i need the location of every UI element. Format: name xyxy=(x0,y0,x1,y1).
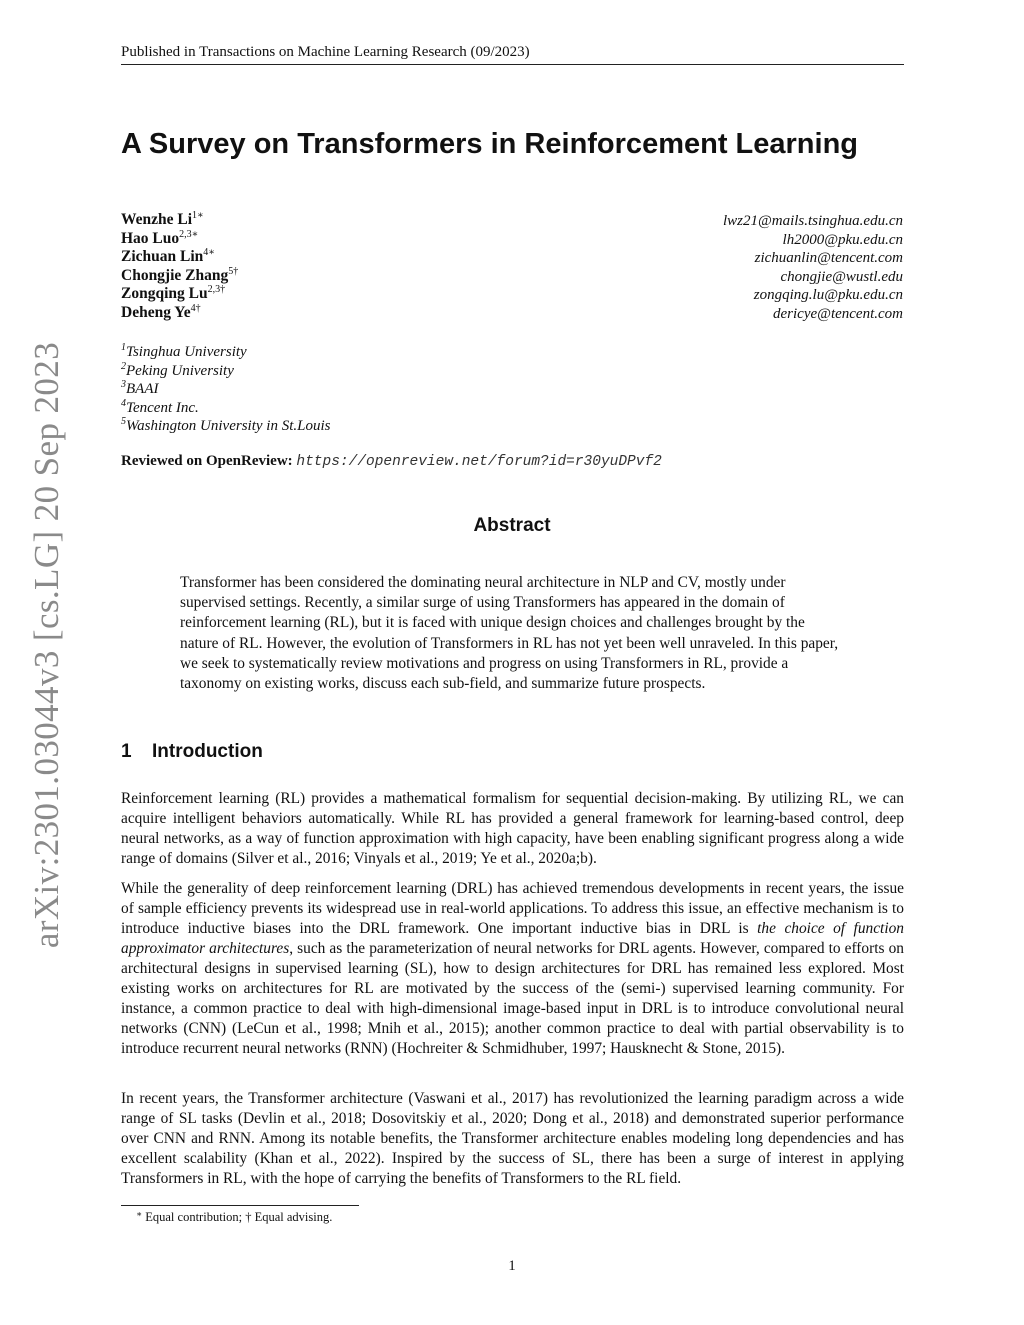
author-name: Chongjie Zhang$^{5\dagger}$ xyxy=(121,265,239,284)
author-affil-mark: 4† xyxy=(190,302,201,314)
paper-title: A Survey on Transformers in Reinforcement Learning xyxy=(121,128,858,160)
abstract-text: Transformer has been considered the dominating neural architecture in NLP and CV, mostly under supervised settings. Recently, a similar surge of using Transformers has appeared in the domain of reinforcement learning (RL), but it is faced with unique design choices and challenges brought by the nature of RL. However, the evolution of Transformers in RL has not yet been well unraveled. In this paper, we seek to systematically review motivations and progress on using Transformers in RL, provide a taxonomy on existing works, discuss each sub-field, and summarize future prospects. xyxy=(180,574,839,693)
affiliation-number: 4 xyxy=(121,397,126,409)
affiliation: $^3$BAAI xyxy=(121,379,159,397)
affiliation-number: 2 xyxy=(121,360,126,372)
author-email[interactable]: lh2000@pku.edu.cn xyxy=(782,231,903,248)
intro-paragraph-3: In recent years, the Transformer architecture (Vaswani et al., 2017) has revolutionized the learning paradigm across a wide range of SL tasks (Devlin et al., 2018; Dosovitskiy et al., 2020; Dong et al., 2018) and demonstrated superior performance over CNN and RNN. Among its notable benefits, the Transformer architecture enables modeling long dependencies and has excellent scalability (Khan et al., 2022). Inspired by the success of SL, there has been a surge of interest in applying Transformers in RL, with the hope of carrying the benefits of Transformers to the RL field. xyxy=(121,1090,904,1187)
openreview-link[interactable]: https://openreview.net/forum?id=r30yuDPvf2 xyxy=(296,454,662,470)
author-email[interactable]: zichuanlin@tencent.com xyxy=(754,250,903,266)
affiliation-list xyxy=(121,343,330,436)
emphasis-text: the choice of function approximator architectures xyxy=(121,920,904,957)
author-email[interactable]: zongqing.lu@pku.edu.cn xyxy=(753,287,903,303)
author-affil-mark: 4∗ xyxy=(203,247,216,258)
arxiv-stamp: arXiv:2301.03044v3 [cs.LG] 20 Sep 2023 xyxy=(27,341,66,949)
author-name: Zichuan Lin$^{4∗}$ xyxy=(121,247,216,265)
intro-paragraph-1: Reinforcement learning (RL) provides a mathematical formalism for sequential decision-making. By utilizing RL, we can acquire intelligent behaviors automatically. While RL has provided a general framework for learning-based control, deep neural networks, as a way of function approximation with high capacity, have been enabling significant progress along a wide range of domains (Silver et al., 2016; Vinyals et al., 2019; Ye et al., 2020a;b). xyxy=(121,790,904,867)
footnote-mark: ∗ xyxy=(136,1209,143,1219)
affiliation: $^2$Peking University xyxy=(121,360,234,379)
section-title: Introduction xyxy=(152,741,263,762)
author-name: Hao Luo$^{2,3∗}$ xyxy=(121,228,199,247)
affiliation-number: 1 xyxy=(121,342,126,353)
affiliation: $^5$Washington University in St.Louis xyxy=(121,416,331,434)
author-name: Wenzhe $Li^{1∗}$ xyxy=(121,210,204,228)
abstract-heading: Abstract xyxy=(473,515,551,536)
review-label: Reviewed on OpenReview: xyxy=(121,453,293,469)
author-affil-mark: 1∗ xyxy=(192,210,204,221)
page-number: 1 xyxy=(508,1258,516,1274)
review-line xyxy=(121,453,662,470)
author-email[interactable]: chongjie@wustl.edu xyxy=(780,268,903,285)
affiliation-number: 3 xyxy=(121,379,126,390)
intro-paragraph-2: While the generality of deep reinforcement learning (DRL) has achieved tremendous developments in recent years, the issue of sample efficiency prevents its widespread use in real-world applications. To address this issue, an effective mechanism is to introduce inductive biases into the DRL framework. One important inductive bias in DRL is the choice of function approximator architectures, such as the parameterization of neural networks for DRL agents. However, compared to efforts on architectural designs in supervised learning (SL), how to design architectures for DRL has remained less explored. Most existing works on architectures for RL are motivated by the success of the (semi-) supervised learning community. For instance, a common practice to deal with high-dimensional image-based input in DRL is to introduce convolutional neural networks (CNN) (LeCun et al., 1998; Mnih et al., 2015); another common practice to deal with partial observability is to introduce recurrent neural networks (RNN) (Hochreiter & Schmidhuber, 1997; Hausknecht & Stone, 2015). xyxy=(121,880,904,1057)
section-number: 1 xyxy=(121,741,132,762)
author-name: Zongqing $Lu^{2,3\dagger}$ xyxy=(121,284,226,302)
footnote: ∗ Equal contribution; † Equal advising. xyxy=(136,1209,333,1224)
email-list xyxy=(723,212,903,323)
author-name: Deheng $Ye^{4\dagger}$ xyxy=(121,302,201,321)
author-affil-mark: 2,3∗ xyxy=(179,228,199,240)
author-email[interactable]: dericye@tencent.com xyxy=(773,305,903,322)
author-affil-mark: 5† xyxy=(228,265,239,277)
section-heading-introduction xyxy=(121,741,263,763)
header-rule xyxy=(121,64,904,65)
footnote-rule xyxy=(121,1205,359,1206)
affiliation-number: 5 xyxy=(121,416,126,427)
author-list xyxy=(121,211,238,322)
author-email[interactable]: lwz21@mails.tsinghua.edu.cn xyxy=(722,213,903,229)
affiliation: $^1$Tsinghua University xyxy=(121,342,247,360)
author-affil-mark: 2,3† xyxy=(207,284,226,295)
affiliation: $^4$Tencent Inc. xyxy=(121,397,199,416)
running-header: Published in Transactions on Machine Learning Research (09/2023) xyxy=(121,44,530,60)
